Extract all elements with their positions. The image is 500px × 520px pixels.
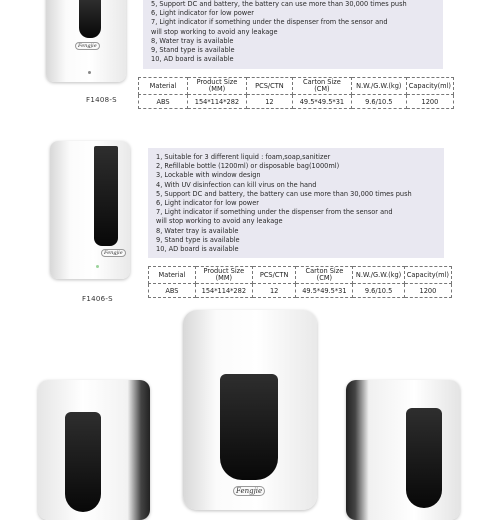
- feature-item: 10, AD board is available: [151, 55, 234, 64]
- power-indicator-icon: [88, 71, 91, 74]
- feature-item: 9, Stand type is available: [156, 235, 240, 244]
- feature-item: 7, Light indicator if something under the dispenser from the sensor and: [156, 208, 393, 217]
- brand-logo: Fengjie: [101, 249, 126, 257]
- table-header-row: [139, 78, 454, 95]
- dispenser-image-left: [38, 380, 150, 520]
- feature-item: will stop working to avoid any leakage: [156, 217, 283, 226]
- table-header: PCS/CTN: [246, 78, 292, 95]
- dispenser-image-center: [183, 310, 317, 510]
- power-indicator-icon: [96, 265, 99, 268]
- feature-item: 7, Light indicator if something under the dispenser from the sensor and: [151, 18, 388, 27]
- dispenser-window: [94, 146, 118, 246]
- table-cell: 154*114*282: [188, 95, 247, 109]
- table-header: Material: [149, 267, 196, 284]
- table-cell: 9.6/10.5: [351, 95, 406, 109]
- table-header: Capacity(ml): [406, 78, 453, 95]
- table-cell: ABS: [149, 284, 196, 298]
- table-cell: 12: [252, 284, 296, 298]
- table-header: Carton Size (CM): [296, 267, 353, 284]
- feature-item: will stop working to avoid any leakage: [151, 27, 278, 36]
- feature-item: 5, Support DC and battery, the battery can use more than 30,000 times push: [151, 0, 407, 8]
- brand-logo: Fengjie: [75, 42, 100, 50]
- dispenser-window: [79, 0, 101, 38]
- table-cell: 49.5*49.5*31: [296, 284, 353, 298]
- table-header: Carton Size (CM): [293, 78, 352, 95]
- dispenser-image-f1406: [50, 141, 130, 279]
- table-cell: 49.5*49.5*31: [293, 95, 352, 109]
- table-header: Material: [139, 78, 188, 95]
- dispenser-image-right: [346, 380, 460, 520]
- table-row: [139, 95, 454, 109]
- table-header: PCS/CTN: [252, 267, 296, 284]
- model-label: F1408-S: [86, 96, 117, 104]
- table-cell: 12: [246, 95, 292, 109]
- feature-item: 1, Suitable for 3 different liquid : foam,soap,sanitizer: [156, 153, 331, 161]
- table-cell: 154*114*282: [195, 284, 252, 298]
- brand-logo: Fengjie: [233, 486, 265, 496]
- dispenser-window: [65, 412, 101, 512]
- table-cell: ABS: [139, 95, 188, 109]
- feature-item: 3, Lockable with window design: [156, 171, 261, 180]
- feature-item: 8, Water tray is available: [156, 226, 239, 235]
- feature-item: 10, AD board is available: [156, 245, 239, 254]
- table-cell: 9.6/10.5: [353, 284, 404, 298]
- feature-item: 4, With UV disinfection can kill virus on the hand: [156, 180, 317, 189]
- table-header: Product Size (MM): [188, 78, 247, 95]
- spec-table: [148, 266, 452, 298]
- feature-item: 5, Support DC and battery, the battery can use more than 30,000 times push: [156, 189, 412, 198]
- feature-item: 8, Water tray is available: [151, 36, 234, 45]
- table-header: N.W./G.W.(kg): [353, 267, 404, 284]
- dispender-image-f1408: [46, 0, 126, 82]
- feature-item: 6, Light indicator for low power: [151, 9, 254, 18]
- model-label: F1406-S: [82, 295, 113, 303]
- table-row: [149, 284, 452, 298]
- table-header: N.W./G.W.(kg): [351, 78, 406, 95]
- feature-item: 9, Stand type is available: [151, 46, 235, 55]
- top-feature-list: [143, 0, 443, 69]
- feature-item: 2, Refillable bottle (1200ml) or disposable bag(1000ml): [156, 162, 340, 171]
- table-cell: 1200: [404, 284, 451, 298]
- middle-feature-list: [148, 148, 444, 258]
- spec-table: [138, 77, 454, 109]
- dispenser-window: [220, 374, 278, 480]
- table-header-row: [149, 267, 452, 284]
- table-cell: 1200: [406, 95, 453, 109]
- table-header: Product Size (MM): [195, 267, 252, 284]
- feature-item: 6, Light indicator for low power: [156, 199, 259, 208]
- dispenser-window: [406, 408, 442, 508]
- table-header: Capacity(ml): [404, 267, 451, 284]
